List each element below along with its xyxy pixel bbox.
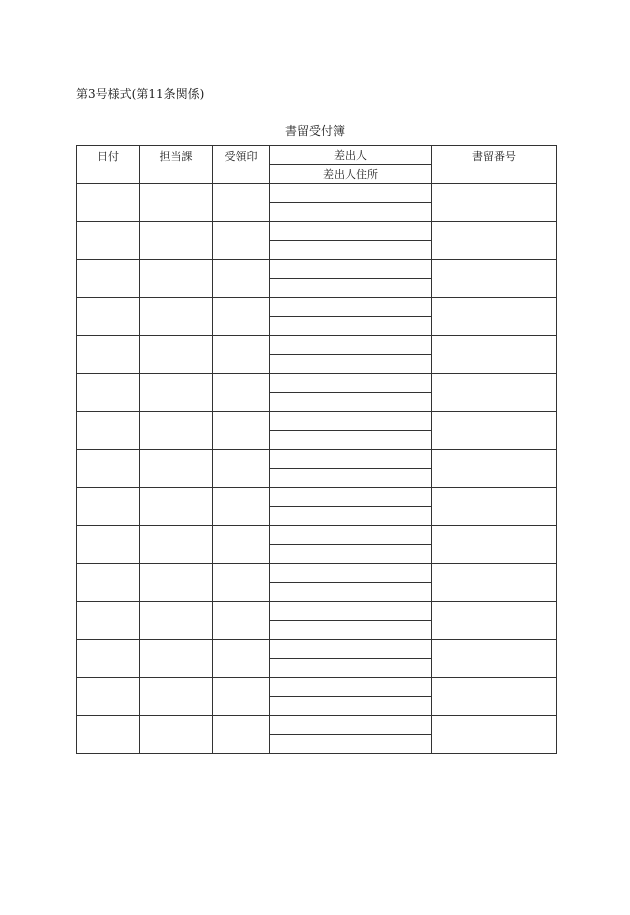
entry-row — [77, 564, 557, 583]
date-cell[interactable] — [77, 298, 140, 336]
document-title: 書留受付簿 — [284, 124, 345, 138]
receipt-seal-cell[interactable] — [213, 564, 270, 602]
registered-number-cell[interactable] — [432, 564, 557, 602]
department-cell[interactable] — [140, 336, 213, 374]
sender-address-cell[interactable] — [270, 393, 432, 412]
date-cell[interactable] — [77, 222, 140, 260]
sender-address-cell[interactable] — [270, 317, 432, 336]
registered-number-cell[interactable] — [432, 222, 557, 260]
department-cell[interactable] — [140, 412, 213, 450]
header-receipt-seal: 受領印 — [213, 146, 270, 184]
sender-cell[interactable] — [270, 602, 432, 621]
date-cell[interactable] — [77, 488, 140, 526]
entry-row — [77, 602, 557, 621]
sender-cell[interactable] — [270, 678, 432, 697]
table-header — [77, 146, 557, 184]
registered-number-cell[interactable] — [432, 374, 557, 412]
sender-address-cell[interactable] — [270, 735, 432, 754]
date-cell[interactable] — [77, 678, 140, 716]
entry-row — [77, 450, 557, 469]
sender-cell[interactable] — [270, 374, 432, 393]
sender-cell[interactable] — [270, 564, 432, 583]
entry-row — [77, 640, 557, 659]
department-cell[interactable] — [140, 298, 213, 336]
receipt-seal-cell[interactable] — [213, 374, 270, 412]
department-cell[interactable] — [140, 450, 213, 488]
registered-number-cell[interactable] — [432, 640, 557, 678]
department-cell[interactable] — [140, 222, 213, 260]
receipt-seal-cell[interactable] — [213, 640, 270, 678]
date-cell[interactable] — [77, 336, 140, 374]
sender-address-cell[interactable] — [270, 241, 432, 260]
registered-mail-log-table — [76, 145, 557, 754]
sender-address-cell[interactable] — [270, 279, 432, 298]
date-cell[interactable] — [77, 564, 140, 602]
date-cell[interactable] — [77, 374, 140, 412]
sender-cell[interactable] — [270, 488, 432, 507]
header-department: 担当課 — [140, 146, 213, 184]
entry-row — [77, 374, 557, 393]
registered-number-cell[interactable] — [432, 526, 557, 564]
date-cell[interactable] — [77, 260, 140, 298]
header-registered-number: 書留番号 — [432, 146, 557, 184]
sender-address-cell[interactable] — [270, 507, 432, 526]
department-cell[interactable] — [140, 184, 213, 222]
sender-cell[interactable] — [270, 412, 432, 431]
header-sender-address: 差出人住所 — [270, 165, 432, 184]
sender-address-cell[interactable] — [270, 469, 432, 488]
receipt-seal-cell[interactable] — [213, 678, 270, 716]
receipt-seal-cell[interactable] — [213, 260, 270, 298]
receipt-seal-cell[interactable] — [213, 450, 270, 488]
sender-cell[interactable] — [270, 450, 432, 469]
receipt-seal-cell[interactable] — [213, 298, 270, 336]
sender-cell[interactable] — [270, 298, 432, 317]
receipt-seal-cell[interactable] — [213, 716, 270, 754]
entry-row — [77, 526, 557, 545]
department-cell[interactable] — [140, 640, 213, 678]
entry-row — [77, 678, 557, 697]
entry-row — [77, 488, 557, 507]
registered-number-cell[interactable] — [432, 298, 557, 336]
entry-row — [77, 222, 557, 241]
entry-row — [77, 336, 557, 355]
receipt-seal-cell[interactable] — [213, 336, 270, 374]
sender-cell[interactable] — [270, 640, 432, 659]
registered-number-cell[interactable] — [432, 488, 557, 526]
registered-number-cell[interactable] — [432, 450, 557, 488]
entry-row — [77, 412, 557, 431]
department-cell[interactable] — [140, 602, 213, 640]
sender-address-cell[interactable] — [270, 431, 432, 450]
sender-cell[interactable] — [270, 260, 432, 279]
receipt-seal-cell[interactable] — [213, 184, 270, 222]
department-cell[interactable] — [140, 564, 213, 602]
date-cell[interactable] — [77, 450, 140, 488]
entry-row — [77, 260, 557, 279]
form-number: 第3号様式(第11条関係) — [76, 87, 205, 101]
entry-row — [77, 716, 557, 735]
sender-address-cell[interactable] — [270, 355, 432, 374]
date-cell[interactable] — [77, 602, 140, 640]
receipt-seal-cell[interactable] — [213, 412, 270, 450]
receipt-seal-cell[interactable] — [213, 488, 270, 526]
date-cell[interactable] — [77, 526, 140, 564]
receipt-seal-cell[interactable] — [213, 222, 270, 260]
sender-address-cell[interactable] — [270, 545, 432, 564]
registered-number-cell[interactable] — [432, 716, 557, 754]
sender-address-cell[interactable] — [270, 697, 432, 716]
sender-address-cell[interactable] — [270, 203, 432, 222]
registered-number-cell[interactable] — [432, 678, 557, 716]
receipt-seal-cell[interactable] — [213, 526, 270, 564]
header-sender: 差出人 — [270, 146, 432, 165]
department-cell[interactable] — [140, 678, 213, 716]
sender-cell[interactable] — [270, 184, 432, 203]
department-cell[interactable] — [140, 260, 213, 298]
department-cell[interactable] — [140, 716, 213, 754]
registered-number-cell[interactable] — [432, 184, 557, 222]
sender-cell[interactable] — [270, 336, 432, 355]
sender-cell[interactable] — [270, 222, 432, 241]
date-cell[interactable] — [77, 412, 140, 450]
department-cell[interactable] — [140, 488, 213, 526]
registered-number-cell[interactable] — [432, 412, 557, 450]
table-body — [77, 184, 557, 754]
header-row — [77, 146, 557, 165]
date-cell[interactable] — [77, 640, 140, 678]
entry-row — [77, 298, 557, 317]
header-date: 日付 — [77, 146, 140, 184]
department-cell[interactable] — [140, 374, 213, 412]
registered-number-cell[interactable] — [432, 336, 557, 374]
sender-address-cell[interactable] — [270, 583, 432, 602]
entry-row — [77, 184, 557, 203]
sender-cell[interactable] — [270, 526, 432, 545]
sender-cell[interactable] — [270, 716, 432, 735]
registered-number-cell[interactable] — [432, 260, 557, 298]
date-cell[interactable] — [77, 184, 140, 222]
sender-address-cell[interactable] — [270, 659, 432, 678]
date-cell[interactable] — [77, 716, 140, 754]
sender-address-cell[interactable] — [270, 621, 432, 640]
receipt-seal-cell[interactable] — [213, 602, 270, 640]
registered-number-cell[interactable] — [432, 602, 557, 640]
department-cell[interactable] — [140, 526, 213, 564]
